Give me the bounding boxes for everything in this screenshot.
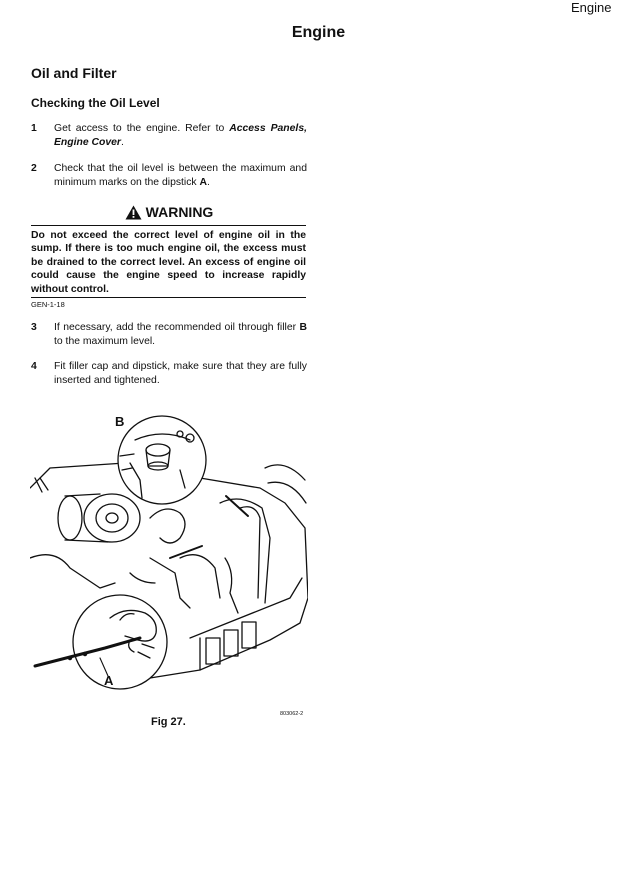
warning-heading: WARNING — [31, 204, 307, 222]
step-text: If necessary, add the recommended oil through filler B to the maximum level. — [54, 322, 307, 347]
step-text: Fit filler cap and dipstick, make sure that they are fully inserted and tightened. — [54, 361, 307, 386]
step-3 — [31, 321, 307, 349]
cross-reference-link[interactable]: Engine Cover — [54, 136, 121, 148]
step-number: 3 — [31, 322, 37, 333]
subsection-title: Checking the Oil Level — [31, 96, 160, 110]
section-title: Oil and Filter — [31, 65, 117, 81]
cross-reference-link[interactable]: Access Panels, — [229, 123, 307, 134]
warning-code: GEN-1-18 — [31, 300, 65, 309]
figure-caption: Fig 27. — [151, 716, 186, 728]
step-text: Get access to the engine. Refer to Access Panels, Engine Cover. — [54, 123, 307, 148]
callout-b: B — [115, 414, 125, 429]
divider — [31, 225, 306, 226]
step-number: 2 — [31, 163, 37, 174]
step-number: 1 — [31, 123, 37, 134]
step-2 — [31, 162, 307, 190]
step-text: Check that the oil level is between the maximum and minimum marks on the dipstick A. — [54, 163, 307, 188]
divider — [31, 297, 306, 298]
page-title: Engine — [291, 24, 346, 41]
running-header: Engine — [571, 0, 612, 15]
step-number: 4 — [31, 361, 37, 372]
step-4 — [31, 360, 307, 388]
callout-a: A — [104, 673, 114, 688]
figure-reference: 803062-2 — [280, 711, 304, 717]
warning-triangle-icon — [125, 205, 142, 220]
engine-illustration — [30, 408, 308, 704]
step-1 — [31, 122, 307, 150]
warning-text: Do not exceed the correct level of engine oil in the sump. If there is too much engine oil, the excess must be drained to the correct level. An excess of engine oil could cause the engine speed to increase rapidly without control. — [31, 230, 306, 295]
